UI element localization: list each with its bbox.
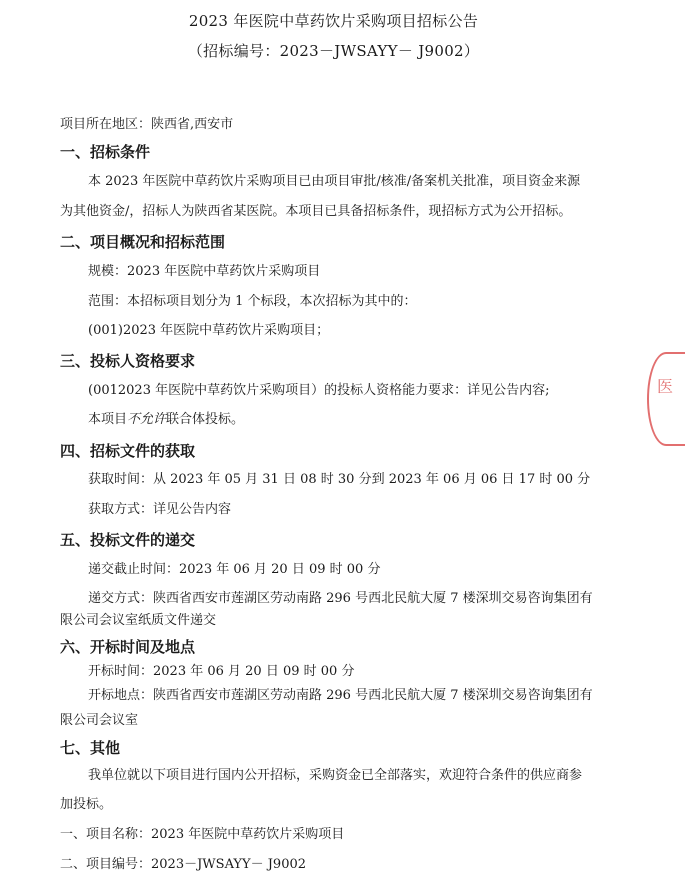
- submission-method-line2: 限公司会议室纸质文件递交: [60, 613, 217, 628]
- section1-paragraph-line1: 本 2023 年医院中草药饮片采购项目已由项目审批/核准/备案机关批准，项目资金来源: [88, 174, 581, 189]
- submission-deadline: 递交截止时间：2023 年 06 月 20 日 09 时 00 分: [88, 562, 381, 577]
- official-seal-stamp: [647, 352, 685, 446]
- consortium-not-allowed: 不允许: [127, 412, 167, 427]
- section-heading-5: 五、投标文件的递交: [60, 531, 196, 549]
- project-lot: (001)2023 年医院中草药饮片采购项目；: [88, 323, 330, 338]
- consortium-statement: [88, 412, 244, 428]
- consortium-suffix: 联合体投标。: [166, 412, 245, 427]
- section-heading-4: 四、招标文件的获取: [60, 442, 196, 460]
- document-title: 2023 年医院中草药饮片采购项目招标公告: [188, 12, 479, 30]
- section1-paragraph-line2: 为其他资金/，招标人为陕西省某医院。本项目已具备招标条件，现招标方式为公开招标。: [60, 204, 572, 219]
- other-paragraph-line2: 加投标。: [60, 797, 113, 812]
- project-scope: 范围：本招标项目划分为 1 个标段，本次招标为其中的：: [88, 294, 417, 309]
- opening-time: 开标时间：2023 年 06 月 20 日 09 时 00 分: [88, 664, 355, 679]
- section-heading-6: 六、开标时间及地点: [60, 638, 196, 656]
- section-heading-3: 三、投标人资格要求: [60, 352, 196, 370]
- opening-place-line1: 开标地点：陕西省西安市莲湖区劳动南路 296 号西北民航大厦 7 楼深圳交易咨询集团有: [88, 688, 593, 703]
- submission-method-line1: 递交方式：陕西省西安市莲湖区劳动南路 296 号西北民航大厦 7 楼深圳交易咨询集团有: [88, 591, 593, 606]
- project-number-item: 二、项目编号：2023－JWSAYY－ J9002: [60, 857, 307, 872]
- project-name-item: 一、项目名称：2023 年医院中草药饮片采购项目: [60, 827, 345, 842]
- project-location: 项目所在地区：陕西省,西安市: [60, 117, 234, 132]
- other-paragraph-line1: 我单位就以下项目进行国内公开招标，采购资金已全部落实，欢迎符合条件的供应商参: [88, 768, 583, 783]
- document-acquisition-method: 获取方式：详见公告内容: [88, 502, 232, 517]
- bidder-requirements: (0012023 年医院中草药饮片采购项目）的投标人资格能力要求：详见公告内容;: [88, 383, 550, 398]
- section-heading-1: 一、招标条件: [60, 143, 151, 161]
- document-acquisition-time: 获取时间：从 2023 年 05 月 31 日 08 时 30 分到 2023 年 06 月 06 日 17 时 00 分: [88, 472, 591, 487]
- opening-place-line2: 限公司会议室: [60, 713, 139, 728]
- project-scale: 规模：2023 年医院中草药饮片采购项目: [88, 264, 321, 279]
- section-heading-7: 七、其他: [60, 739, 121, 757]
- tender-number-subtitle: （招标编号：2023－JWSAYY－ J9002）: [187, 42, 480, 60]
- consortium-prefix: 本项目: [88, 412, 128, 427]
- seal-character: 医: [657, 377, 674, 396]
- section-heading-2: 二、项目概况和招标范围: [60, 233, 226, 251]
